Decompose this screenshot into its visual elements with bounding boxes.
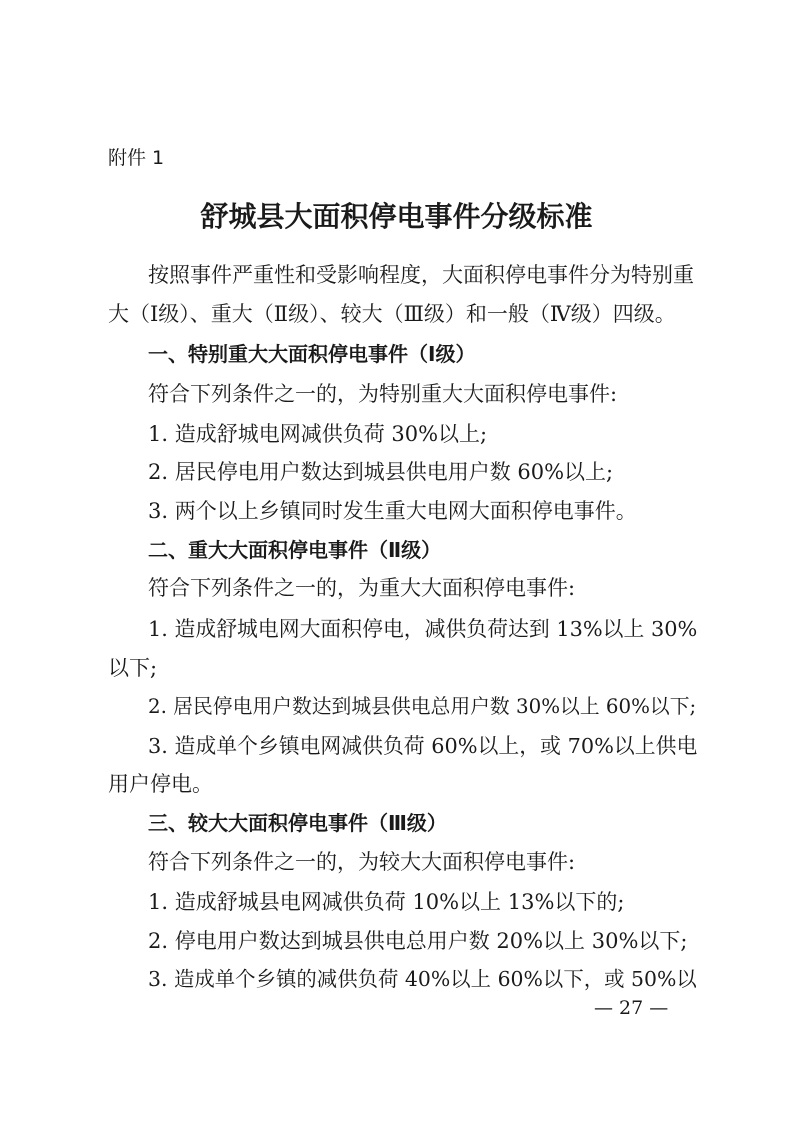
section-2-item-3: 3. 造成单个乡镇电网减供负荷 60%以上，或 70%以上供电 (148, 734, 698, 758)
attachment-label: 附件 1 (108, 147, 165, 169)
section-1-condition: 符合下列条件之一的，为特别重大大面积停电事件: (148, 382, 618, 406)
intro-line-2: 大（Ⅰ级）、重大（Ⅱ级）、较大（Ⅲ级）和一般（Ⅳ级）四级。 (108, 302, 676, 326)
section-3-condition: 符合下列条件之一的，为较大大面积停电事件: (148, 850, 576, 874)
section-3-item-1: 1. 造成舒城县电网减供负荷 10%以上 13%以下的; (148, 890, 625, 914)
section-1-item-3: 3. 两个以上乡镇同时发生重大电网大面积停电事件。 (148, 499, 637, 523)
page-number: — 27 — (594, 997, 669, 1019)
section-3-item-2: 2. 停电用户数达到城县供电总用户数 20%以上 30%以下; (148, 929, 688, 953)
section-1-heading: 一、特别重大大面积停电事件（Ⅰ级） (148, 342, 476, 366)
section-2-item-1: 1. 造成舒城电网大面积停电，减供负荷达到 13%以上 30% (148, 617, 698, 641)
section-2-condition: 符合下列条件之一的，为重大大面积停电事件: (148, 576, 576, 600)
section-3-heading: 三、较大大面积停电事件（Ⅲ级） (148, 811, 447, 835)
intro-line-1: 按照事件严重性和受影响程度，大面积停电事件分为特别重 (148, 263, 694, 287)
section-2-item-2: 2. 居民停电用户数达到城县供电总用户数 30%以上 60%以下; (148, 695, 697, 718)
section-2-item-3-cont: 用户停电。 (108, 772, 213, 796)
section-2-item-1-cont: 以下; (108, 656, 158, 680)
section-1-item-2: 2. 居民停电用户数达到城县供电用户数 60%以上; (148, 460, 614, 484)
section-3-item-3: 3. 造成单个乡镇的减供负荷 40%以上 60%以下，或 50%以 (148, 967, 697, 991)
section-1-item-1: 1. 造成舒城电网减供负荷 30%以上; (148, 422, 488, 446)
section-2-heading: 二、重大大面积停电事件（Ⅱ级） (148, 538, 442, 562)
page-title: 舒城县大面积停电事件分级标准 (200, 200, 593, 233)
